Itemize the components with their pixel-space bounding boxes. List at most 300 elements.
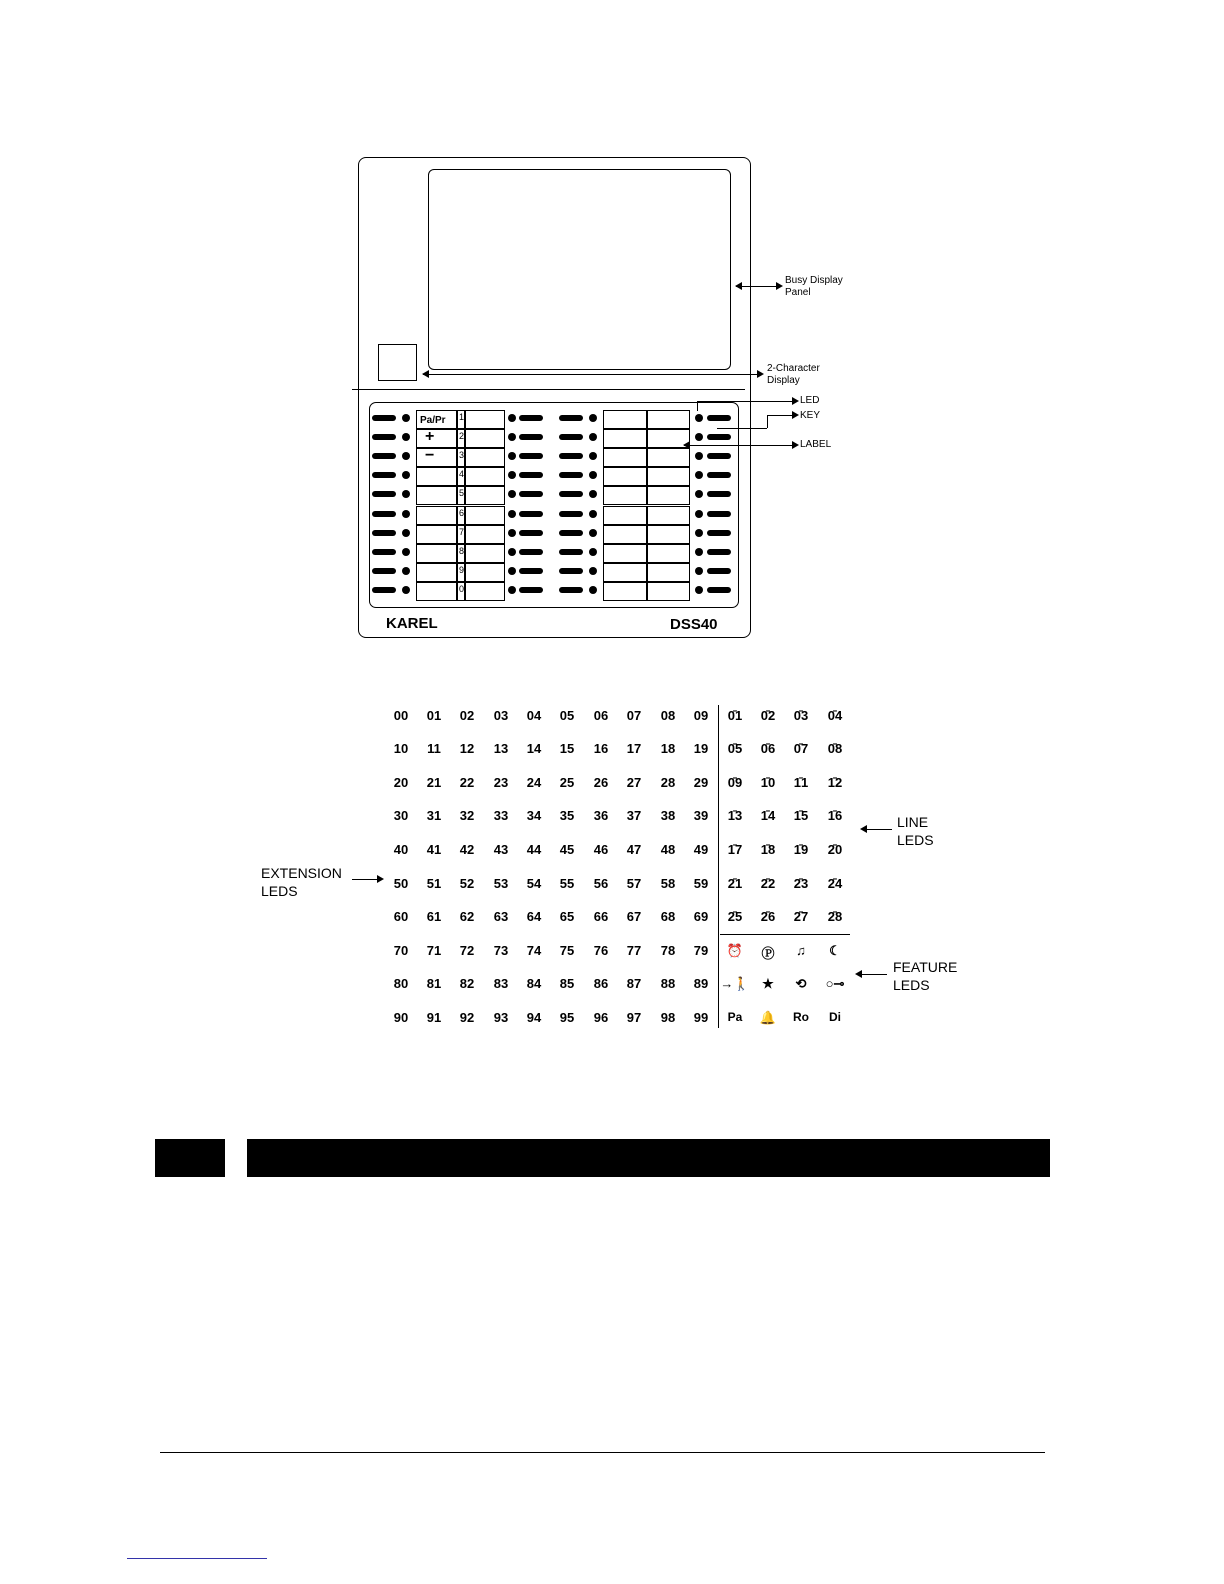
footer-rule (160, 1452, 1045, 1453)
extension-led-number: 66 (593, 909, 609, 924)
extension-led-number: 79 (693, 943, 709, 958)
extension-led-number: 86 (593, 976, 609, 991)
extension-led-number: 15 (559, 741, 575, 756)
label-cell (465, 544, 505, 563)
dss-key[interactable] (519, 587, 543, 593)
alarm-clock-icon: ⏰ (726, 943, 744, 958)
busy-display-panel (428, 169, 731, 370)
label-cell (416, 525, 457, 544)
extension-led-number: 48 (660, 842, 676, 857)
dss-key[interactable] (707, 415, 731, 421)
label-cell (647, 448, 690, 467)
extension-led-number: 60 (393, 909, 409, 924)
line-led-number: 1̄6 (827, 808, 843, 823)
label-cell (647, 410, 690, 429)
arrow-head-left-icon (855, 970, 862, 978)
extension-led-number: 46 (593, 842, 609, 857)
extension-led-number: 96 (593, 1010, 609, 1025)
dss-key[interactable] (372, 434, 396, 440)
extension-led-number: 08 (660, 708, 676, 723)
led-arrow-mid (697, 401, 757, 402)
label-cell (465, 448, 505, 467)
line-led-number: 0̄6 (760, 741, 776, 756)
extension-led-number: 20 (393, 775, 409, 790)
led-indicator (402, 510, 410, 518)
extension-led-number: 01 (426, 708, 442, 723)
label-cell (603, 563, 647, 582)
label-cell (647, 525, 690, 544)
extension-led-number: 32 (459, 808, 475, 823)
led-indicator (508, 510, 516, 518)
line-led-number: 0̄1 (727, 708, 743, 723)
extension-led-number: 97 (626, 1010, 642, 1025)
led-indicator (402, 471, 410, 479)
plus-label: + (425, 428, 435, 445)
label-cell (465, 467, 505, 486)
led-indicator (589, 567, 597, 575)
label-number: 1 (459, 412, 465, 422)
extension-led-number: 27 (626, 775, 642, 790)
label-cell (603, 448, 647, 467)
label-cell (416, 582, 457, 601)
extension-led-number: 85 (559, 976, 575, 991)
led-arrow-end (757, 401, 793, 402)
dss-key[interactable] (519, 453, 543, 459)
key-arrow-bottom (717, 428, 767, 429)
label-cell (416, 486, 457, 505)
led-indicator (695, 490, 703, 498)
led-indicator (508, 529, 516, 537)
arrow-head-right-icon (792, 441, 799, 449)
dss-key[interactable] (372, 415, 396, 421)
extension-led-number: 69 (693, 909, 709, 924)
key-callout: KEY (800, 410, 821, 421)
extension-led-number: 23 (493, 775, 509, 790)
label-cell (603, 410, 647, 429)
dss-key[interactable] (559, 511, 583, 517)
label-number: 8 (459, 546, 465, 556)
line-led-number: 1̄5 (793, 808, 809, 823)
dss-key[interactable] (559, 530, 583, 536)
led-indicator (589, 548, 597, 556)
arrow-head-right-icon (792, 397, 799, 405)
console-divider (352, 389, 745, 390)
led-indicator (695, 586, 703, 594)
extension-led-number: 02 (459, 708, 475, 723)
extension-led-number: 76 (593, 943, 609, 958)
extension-led-number: 43 (493, 842, 509, 857)
led-indicator (589, 433, 597, 441)
extension-led-number: 07 (626, 708, 642, 723)
dss-key[interactable] (707, 549, 731, 555)
line-led-number: 1̄0 (760, 775, 776, 790)
label-cell (603, 506, 647, 525)
label-cell (465, 525, 505, 544)
led-indicator (402, 529, 410, 537)
line-leds-label: LINE LEDS (897, 814, 934, 848)
label-cell (416, 429, 457, 448)
label-cell (647, 544, 690, 563)
extension-led-number: 99 (693, 1010, 709, 1025)
dss-key[interactable] (519, 511, 543, 517)
label-pa-pr: Pa/Pr (420, 415, 446, 426)
led-indicator (508, 414, 516, 422)
line-led-number: 2̄8 (827, 909, 843, 924)
label-number: 2 (459, 431, 465, 441)
extension-led-number: 59 (693, 876, 709, 891)
label-cell (416, 563, 457, 582)
line-led-number: 1̄8 (760, 842, 776, 857)
dss-key[interactable] (519, 491, 543, 497)
arrow-head-right-icon (792, 411, 799, 419)
extension-led-number: 65 (559, 909, 575, 924)
extension-led-number: 38 (660, 808, 676, 823)
busy-display-arrow (736, 286, 780, 287)
model-label: DSS40 (670, 616, 718, 633)
label-cell (465, 410, 505, 429)
line-led-number: 0̄4 (827, 708, 843, 723)
extension-led-number: 78 (660, 943, 676, 958)
extension-led-number: 51 (426, 876, 442, 891)
extension-led-number: 63 (493, 909, 509, 924)
led-indicator (695, 452, 703, 460)
led-indicator (402, 490, 410, 498)
line-led-number: 0̄5 (727, 741, 743, 756)
led-indicator (695, 567, 703, 575)
label-cell (603, 429, 647, 448)
extension-led-number: 34 (526, 808, 542, 823)
label-number: 5 (459, 488, 465, 498)
line-led-number: 2̄0 (827, 842, 843, 857)
label-cell (465, 486, 505, 505)
arrow-head-left-icon (683, 441, 690, 449)
extension-led-number: 74 (526, 943, 542, 958)
led-indicator (508, 452, 516, 460)
dss-key[interactable] (372, 549, 396, 555)
extension-led-number: 94 (526, 1010, 542, 1025)
extension-led-number: 80 (393, 976, 409, 991)
dss-key[interactable] (707, 587, 731, 593)
arrow-head-right-icon (377, 875, 384, 883)
led-indicator (402, 452, 410, 460)
label-cell (603, 544, 647, 563)
extension-led-number: 72 (459, 943, 475, 958)
led-indicator (695, 414, 703, 422)
dss-key[interactable] (559, 587, 583, 593)
extension-led-number: 67 (626, 909, 642, 924)
brand-label: KAREL (386, 615, 438, 632)
music-icon: ♫ (796, 943, 806, 958)
feature-leds-label: FEATURE LEDS (893, 959, 958, 993)
dss-key[interactable] (559, 491, 583, 497)
extension-led-number: 82 (459, 976, 475, 991)
label-cell (465, 563, 505, 582)
label-cell (647, 467, 690, 486)
extension-led-number: 54 (526, 876, 542, 891)
arrow-head-right-icon (757, 370, 764, 378)
extension-led-number: 75 (559, 943, 575, 958)
section-number-box (155, 1139, 225, 1177)
dss-key[interactable] (519, 472, 543, 478)
extension-led-number: 68 (660, 909, 676, 924)
extension-led-number: 33 (493, 808, 509, 823)
line-led-number: 2̄6 (760, 909, 776, 924)
dss-key[interactable] (559, 453, 583, 459)
dss-key[interactable] (519, 549, 543, 555)
extension-led-number: 24 (526, 775, 542, 790)
label-cell (416, 506, 457, 525)
extension-led-number: 87 (626, 976, 642, 991)
led-indicator (402, 586, 410, 594)
busy-display-callout: Busy Display Panel (785, 275, 843, 298)
label-cell (416, 448, 457, 467)
routing-text: Ro (793, 1010, 809, 1024)
extension-led-number: 06 (593, 708, 609, 723)
label-number: 0 (459, 584, 465, 594)
feature-arrow (861, 974, 887, 975)
extension-led-number: 53 (493, 876, 509, 891)
led-indicator (508, 567, 516, 575)
dss-key[interactable] (519, 530, 543, 536)
extension-led-number: 29 (693, 775, 709, 790)
label-number: 9 (459, 565, 465, 575)
line-led-number: 2̄1 (727, 876, 743, 891)
dss-key[interactable] (372, 472, 396, 478)
line-led-number: 2̄7 (793, 909, 809, 924)
extension-led-number: 14 (526, 741, 542, 756)
footnote-rule (127, 1558, 267, 1559)
dss-key[interactable] (707, 453, 731, 459)
extension-led-number: 77 (626, 943, 642, 958)
label-cell (647, 486, 690, 505)
label-arrow (684, 445, 793, 446)
label-cell (465, 429, 505, 448)
extension-led-number: 19 (693, 741, 709, 756)
led-indicator (589, 414, 597, 422)
extension-led-number: 45 (559, 842, 575, 857)
dss-key[interactable] (372, 491, 396, 497)
extension-led-number: 61 (426, 909, 442, 924)
label-number: 6 (459, 508, 465, 518)
led-indicator (589, 586, 597, 594)
line-led-number: 1̄2 (827, 775, 843, 790)
transfer-icon: ⟲ (795, 976, 807, 991)
section-title-bar (247, 1139, 1050, 1177)
line-led-number: 0̄9 (727, 775, 743, 790)
extension-led-number: 37 (626, 808, 642, 823)
led-indicator (695, 433, 703, 441)
extension-led-number: 28 (660, 775, 676, 790)
extension-led-number: 05 (559, 708, 575, 723)
char-display-arrow (423, 374, 761, 375)
dss-key[interactable] (372, 530, 396, 536)
extension-led-number: 00 (393, 708, 409, 723)
led-arrow-vertical (697, 401, 698, 411)
line-led-number: 2̄4 (827, 876, 843, 891)
led-indicator (589, 471, 597, 479)
led-indicator (508, 433, 516, 441)
label-number: 7 (459, 527, 465, 537)
extension-led-number: 04 (526, 708, 542, 723)
extension-led-number: 64 (526, 909, 542, 924)
line-led-number: 2̄2 (760, 876, 776, 891)
arrow-head-left-icon (735, 282, 742, 290)
dss-key[interactable] (707, 434, 731, 440)
extension-led-number: 92 (459, 1010, 475, 1025)
feature-divider (720, 934, 850, 935)
extension-led-number: 17 (626, 741, 642, 756)
extension-led-number: 98 (660, 1010, 676, 1025)
extension-led-number: 62 (459, 909, 475, 924)
extension-led-number: 18 (660, 741, 676, 756)
dss-key[interactable] (707, 530, 731, 536)
night-mode-icon: ☾ (829, 943, 841, 958)
extension-led-number: 11 (427, 741, 441, 756)
label-cell (465, 506, 505, 525)
char-display-callout: 2-Character Display (767, 363, 820, 386)
extension-led-number: 16 (593, 741, 609, 756)
extension-led-number: 93 (493, 1010, 509, 1025)
line-led-number: 2̄3 (793, 876, 809, 891)
led-indicator (589, 529, 597, 537)
dss-key[interactable] (372, 511, 396, 517)
extension-led-number: 88 (660, 976, 676, 991)
line-led-number: 1̄9 (793, 842, 809, 857)
arrow-head-right-icon (776, 282, 783, 290)
line-arrow (866, 829, 892, 830)
extension-led-number: 49 (693, 842, 709, 857)
dss-key[interactable] (559, 415, 583, 421)
extension-led-number: 95 (559, 1010, 575, 1025)
dss-key[interactable] (707, 491, 731, 497)
led-indicator (402, 414, 410, 422)
extension-led-number: 40 (393, 842, 409, 857)
led-indicator (402, 548, 410, 556)
extension-leds-label: EXTENSION LEDS (261, 865, 342, 899)
led-indicator (695, 529, 703, 537)
extension-led-number: 42 (459, 842, 475, 857)
label-cell (603, 467, 647, 486)
dss-key[interactable] (372, 453, 396, 459)
extension-led-number: 71 (426, 943, 442, 958)
dss-key[interactable] (559, 434, 583, 440)
line-led-number: 1̄1 (793, 775, 809, 790)
extension-led-number: 22 (459, 775, 475, 790)
extension-led-number: 13 (493, 741, 509, 756)
label-cell (603, 525, 647, 544)
dss-key[interactable] (372, 587, 396, 593)
extension-led-number: 91 (426, 1010, 442, 1025)
dss-key[interactable] (559, 472, 583, 478)
divert-text: Di (829, 1010, 841, 1024)
led-indicator (589, 490, 597, 498)
park-icon: Ⓟ (761, 946, 775, 961)
label-number: 4 (459, 469, 465, 479)
dss-key[interactable] (519, 434, 543, 440)
led-indicator (402, 433, 410, 441)
dss-key[interactable] (707, 511, 731, 517)
extension-led-number: 31 (426, 808, 442, 823)
paging-text: Pa (727, 1010, 743, 1024)
extension-led-number: 89 (693, 976, 709, 991)
line-led-number: 0̄2 (760, 708, 776, 723)
led-indicator (589, 510, 597, 518)
extension-led-number: 84 (526, 976, 542, 991)
extension-led-number: 25 (559, 775, 575, 790)
extension-led-number: 73 (493, 943, 509, 958)
extension-led-number: 52 (459, 876, 475, 891)
label-cell (647, 582, 690, 601)
line-led-number: 1̄7 (727, 842, 743, 857)
led-indicator (695, 510, 703, 518)
label-cell (416, 544, 457, 563)
label-cell (416, 467, 457, 486)
led-indicator (508, 548, 516, 556)
bell-off-icon: 🔔 (759, 1010, 777, 1025)
dss-key[interactable] (519, 568, 543, 574)
extension-led-number: 36 (593, 808, 609, 823)
dss-key[interactable] (519, 415, 543, 421)
walk-in-icon: →🚶 (720, 976, 750, 991)
led-callout: LED (800, 395, 820, 406)
minus-label: − (425, 447, 435, 464)
extension-led-number: 44 (526, 842, 542, 857)
key-lock-icon: ○⊸ (825, 976, 845, 991)
label-cell (647, 563, 690, 582)
extension-led-number: 56 (593, 876, 609, 891)
key-arrow-vertical (767, 415, 768, 428)
led-indicator (508, 490, 516, 498)
line-led-number: 0̄8 (827, 741, 843, 756)
extension-led-number: 21 (426, 775, 442, 790)
extension-led-number: 55 (559, 876, 575, 891)
arrow-head-left-icon (860, 825, 867, 833)
star-icon: ★ (762, 976, 774, 991)
dss-key[interactable] (707, 472, 731, 478)
led-indicator (402, 567, 410, 575)
extension-led-number: 50 (393, 876, 409, 891)
label-cell (465, 582, 505, 601)
extension-led-number: 39 (693, 808, 709, 823)
label-cell (603, 486, 647, 505)
led-indicator (695, 471, 703, 479)
led-indicator (508, 586, 516, 594)
line-led-number: 0̄3 (793, 708, 809, 723)
extension-led-number: 12 (459, 741, 475, 756)
extension-led-number: 70 (393, 943, 409, 958)
led-indicator (695, 548, 703, 556)
line-led-number: 1̄4 (760, 808, 776, 823)
dss-key[interactable] (707, 568, 731, 574)
dss-key[interactable] (559, 549, 583, 555)
grid-divider (718, 705, 719, 1028)
label-cell (647, 506, 690, 525)
line-led-number: 1̄3 (727, 808, 743, 823)
led-indicator (508, 471, 516, 479)
line-led-number: 0̄7 (793, 741, 809, 756)
extension-led-number: 58 (660, 876, 676, 891)
label-number: 3 (459, 450, 465, 460)
dss-key[interactable] (559, 568, 583, 574)
dss-key[interactable] (372, 568, 396, 574)
extension-led-number: 10 (393, 741, 409, 756)
extension-led-number: 35 (559, 808, 575, 823)
extension-led-number: 90 (393, 1010, 409, 1025)
extension-led-number: 03 (493, 708, 509, 723)
extension-led-number: 26 (593, 775, 609, 790)
led-indicator (589, 452, 597, 460)
extension-led-number: 57 (626, 876, 642, 891)
